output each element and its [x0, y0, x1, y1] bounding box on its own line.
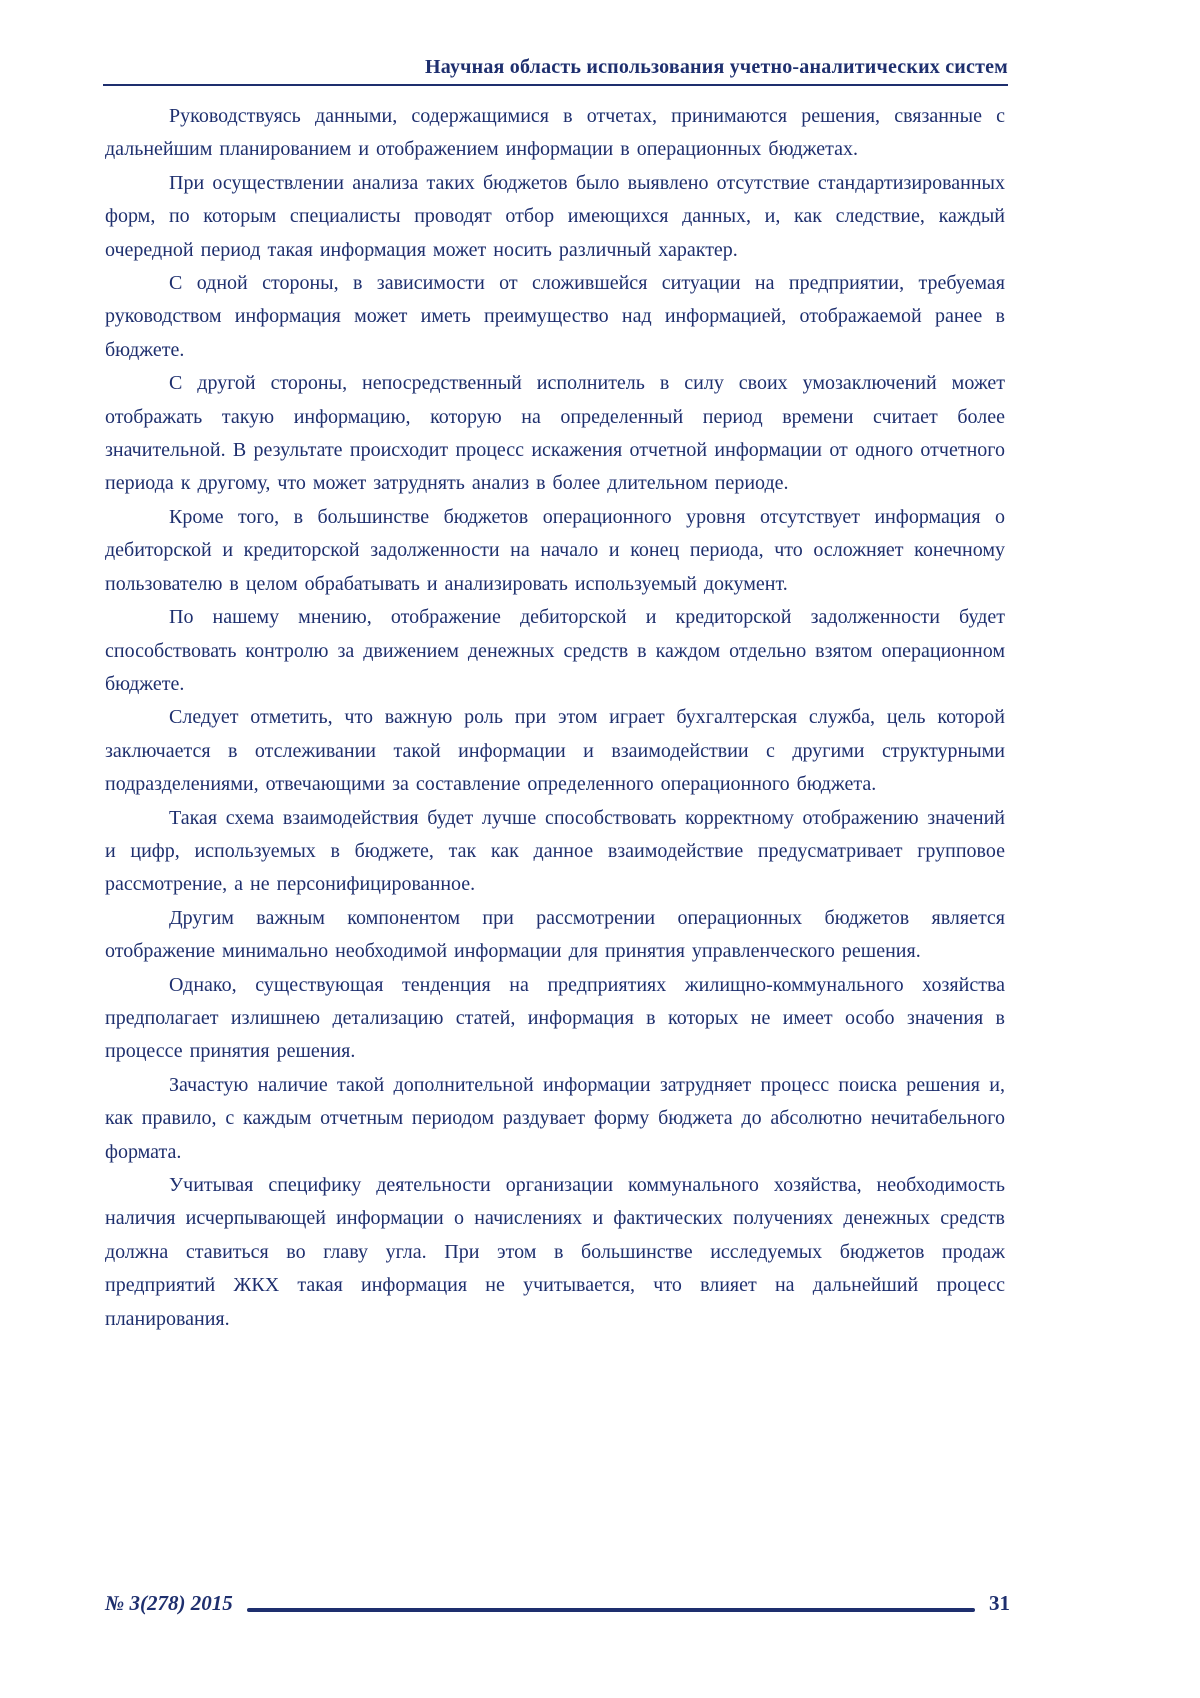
paragraph: С одной стороны, в зависимости от сложившейся ситуации на предприятии, требуемая руководством информация может иметь преимущество над информацией, отображаемой ранее в бюджете.	[105, 272, 1005, 361]
footer-rule	[247, 1608, 975, 1612]
paragraph: Однако, существующая тенденция на предприятиях жилищно-коммунального хозяйства предполагает излишнею детализацию статей, информация в которых не имеет особо значения в процессе принятия решения.	[105, 973, 1005, 1063]
paragraph: Зачастую наличие такой дополнительной информации затрудняет процесс поиска решения и, как правило, с каждым отчетным периодом раздувает форму бюджета до абсолютно нечитабельного формата.	[105, 1073, 1005, 1163]
running-title: Научная область использования учетно-аналитических систем	[425, 56, 1008, 78]
paragraph: При осуществлении анализа таких бюджетов было выявлено отсутствие стандартизированных форм, по которым специалисты проводят отбор имеющихся данных, и, как следствие, каждый очередной период такая информация может носить различный характер.	[105, 171, 1005, 261]
paragraph: Другим важным компонентом при рассмотрении операционных бюджетов является отображение минимально необходимой информации для принятия управленческого решения.	[105, 906, 1005, 963]
page-number: 31	[989, 1591, 1010, 1615]
paragraph: Учитывая специфику деятельности организации коммунального хозяйства, необходимость наличия исчерпывающей информации о начислениях и фактических получениях денежных средств должна ставиться во главу угла. При этом в большинстве исследуемых бюджетов продаж предприятий ЖКХ такая информация не учитывается, что влияет на дальнейший процесс планирования.	[105, 1174, 1005, 1330]
paragraph: Руководствуясь данными, содержащимися в отчетах, принимаются решения, связанные с дальнейшим планированием и отображением информации в операционных бюджетах.	[105, 105, 1005, 161]
issue-label: № 3(278) 2015	[105, 1591, 233, 1615]
page-footer	[105, 1591, 1010, 1616]
paragraph: Следует отметить, что важную роль при этом играет бухгалтерская служба, цель которой заключается в отслеживании такой информации и взаимодействии с другими структурными подразделениями, отвечающими за составление определенного операционного бюджета.	[105, 706, 1005, 796]
running-header	[103, 56, 1008, 86]
paragraph: По нашему мнению, отображение дебиторской и кредиторской задолженности будет способствовать контролю за движением денежных средств в каждом отдельно взятом операционном бюджете.	[105, 606, 1005, 695]
paragraph: С другой стороны, непосредственный исполнитель в силу своих умозаключений может отображать такую информацию, которую на определенный период времени считает более значительной. В результате происходит процесс искажения отчетной информации от одного отчетного периода к другому, что может затруднять анализ в более длительном периоде.	[105, 372, 1005, 495]
paragraph: Кроме того, в большинстве бюджетов операционного уровня отсутствует информация о дебиторской и кредиторской задолженности на начало и конец периода, что осложняет конечному пользователю в целом обрабатывать и анализировать используемый документ.	[105, 505, 1005, 595]
article-body	[105, 100, 1005, 1336]
paragraph: Такая схема взаимодействия будет лучше способствовать корректному отображению значений и цифр, используемых в бюджете, так как данное взаимодействие предусматривает групповое рассмотрение, а не персонифицированное.	[105, 806, 1005, 896]
